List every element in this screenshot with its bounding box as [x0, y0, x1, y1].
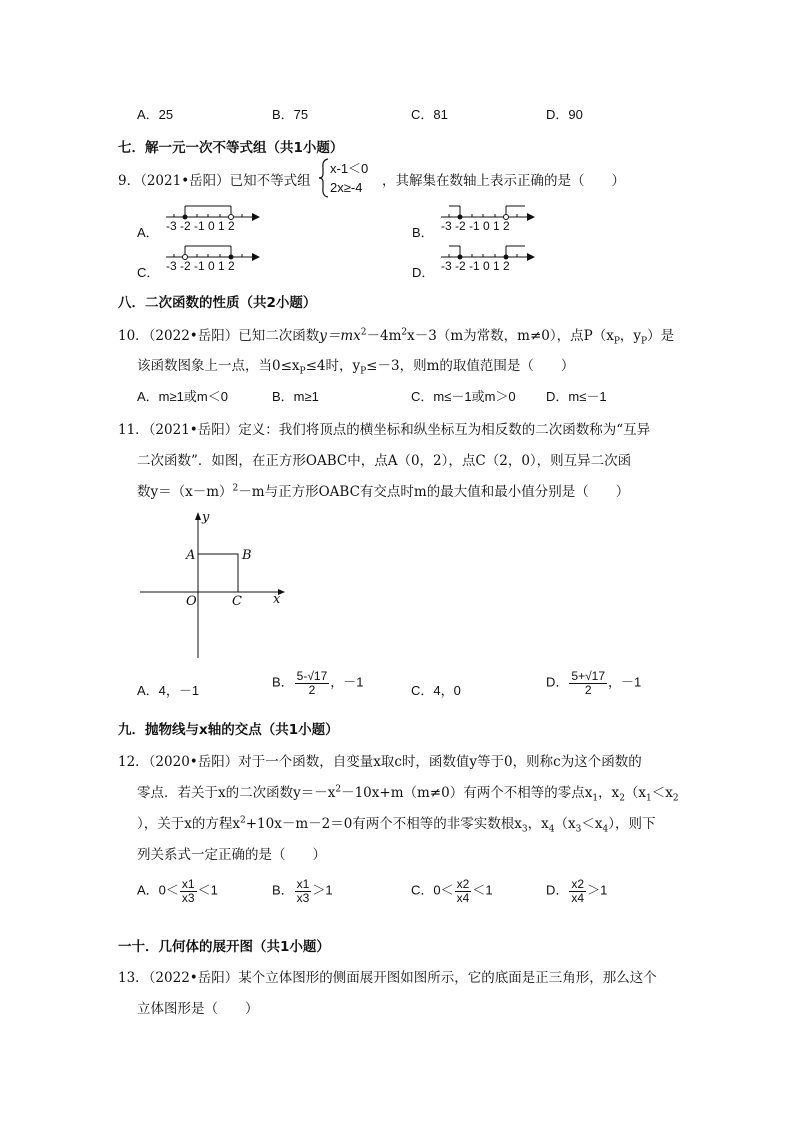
- q12-line-2: 零点．若关于x的二次函数$y=-x^2-10x+m(m\ne 0)$有两个不相等的零点$x_1$，$x_2(x_1<x_2$: [137, 784, 679, 804]
- q10-option-d: D．m≤－1: [546, 389, 607, 404]
- q9-option-b-label: B．: [412, 225, 434, 240]
- q12-option-a: A．0＜ $\frac{x1}{x3}$ ＜1: [137, 877, 218, 905]
- q9-numberline-d: [441, 240, 536, 274]
- q10-option-c: C．m≤－1或m＞0: [411, 389, 516, 404]
- q8-option-a: A．25: [137, 107, 174, 122]
- q9-stem-suffix: ，其解集在数轴上表示正确的是（ ）: [382, 173, 625, 189]
- q11-figure-x-label: x: [273, 592, 281, 607]
- q11-figure-a-label: A: [186, 548, 196, 563]
- section-title-10: 一十．几何体的展开图（共1小题）: [118, 939, 330, 955]
- q9-inequality-1: x-1＜0: [330, 161, 369, 176]
- q12-option-d: D． $\frac{x2}{x4}$ ＞1: [546, 877, 608, 905]
- q9-numberline-d-ticks: -3 -2 -1 0 1 2: [441, 259, 510, 273]
- q11-figure-b-label: B: [242, 548, 252, 563]
- q9-option-c-label: C．: [137, 265, 160, 280]
- q10-line-2: 该函数图象上一点，当$0\le x_P\le 4$时，$y_P\le-3$，则m的取值范围是（ ）: [137, 358, 575, 377]
- q11-figure-y-label: y: [202, 510, 210, 525]
- q11-figure-o-label: O: [186, 594, 197, 609]
- q9-option-d-label: D．: [412, 265, 435, 280]
- q12-line-1: 12．（2020•岳阳）对于一个函数，自变量x取c时，函数值y等于0，则称c为这个函数的: [118, 754, 642, 770]
- q11-option-d: D． $\frac{5+√17}{2}$ ，－1: [546, 669, 642, 697]
- q11-line-3: 数$y=(x-m)^2-m$与正方形OABC有交点时m的最大值和最小值分别是（ ）: [137, 483, 630, 500]
- q12-option-b: B． $\frac{x1}{x3}$ ＞1: [272, 877, 333, 905]
- q9-brace: [318, 158, 330, 198]
- q9-numberline-c-ticks: -3 -2 -1 0 1 2: [166, 259, 235, 273]
- q11-option-a: A．4，－1: [137, 683, 200, 698]
- q12-line-3: ），关于x的方程$x^2+10x-m-2=0$有两个不相等的非零实数根$x_3$，$x_4(x_3<x_4)$，则下: [137, 815, 656, 835]
- q9-numberline-a-ticks: -3 -2 -1 0 1 2: [166, 219, 235, 233]
- q11-option-b: B． $\frac{5-√17}{2}$ ，－1: [272, 669, 364, 697]
- q9-numberline-a: [166, 200, 261, 234]
- q8-option-c: C．81: [411, 107, 448, 122]
- q13-line-1: 13．（2022•岳阳）某个立体图形的侧面展开图如图所示，它的底面是正三角形，那么这个: [118, 970, 657, 986]
- q9-option-a-label: A．: [137, 225, 159, 240]
- q12-line-4: 列关系式一定正确的是（ ）: [137, 847, 326, 863]
- q11-line-1: 11．（2021•岳阳）定义：我们将顶点的横坐标和纵坐标互为相反数的二次函数称为“互异: [118, 422, 651, 438]
- section-title-7: 七．解一元一次不等式组（共1小题）: [118, 140, 344, 156]
- section-title-8: 八．二次函数的性质（共2小题）: [118, 295, 317, 311]
- q10-option-a: A．m≥1或m＜0: [137, 389, 228, 404]
- q13-line-2: 立体图形是（ ）: [137, 1001, 259, 1017]
- q8-option-b: B．75: [272, 107, 309, 122]
- q11-figure-c-label: C: [232, 594, 242, 609]
- q12-option-c: C．0＜ $\frac{x2}{x4}$ ＜1: [411, 877, 493, 905]
- q9-inequality-2: 2x≥-4: [330, 180, 363, 195]
- q11-figure: [140, 508, 290, 658]
- q9-numberline-b: [441, 200, 536, 234]
- q10-option-b: B．m≥1: [272, 389, 319, 404]
- section-title-9: 九．抛物线与x轴的交点（共1小题）: [118, 722, 339, 738]
- q11-line-2: 二次函数”．如图，在正方形OABC中，点A（0，2），点C（2，0），则互异二次函: [137, 453, 632, 469]
- q8-option-d: D．90: [546, 107, 583, 122]
- q11-option-c: C．4，0: [411, 683, 461, 698]
- q9-numberline-c: [166, 240, 261, 274]
- q10-line-1: 10．（2022•岳阳）已知二次函数$y=mx^2-4m^2x-3(m$为常数，m≠0），点$P(x_P$，$y_P$）是: [118, 327, 675, 347]
- q9-numberline-b-ticks: -3 -2 -1 0 1 2: [441, 219, 510, 233]
- q9-stem-prefix: 9．（2021•岳阳）已知不等式组: [118, 173, 311, 189]
